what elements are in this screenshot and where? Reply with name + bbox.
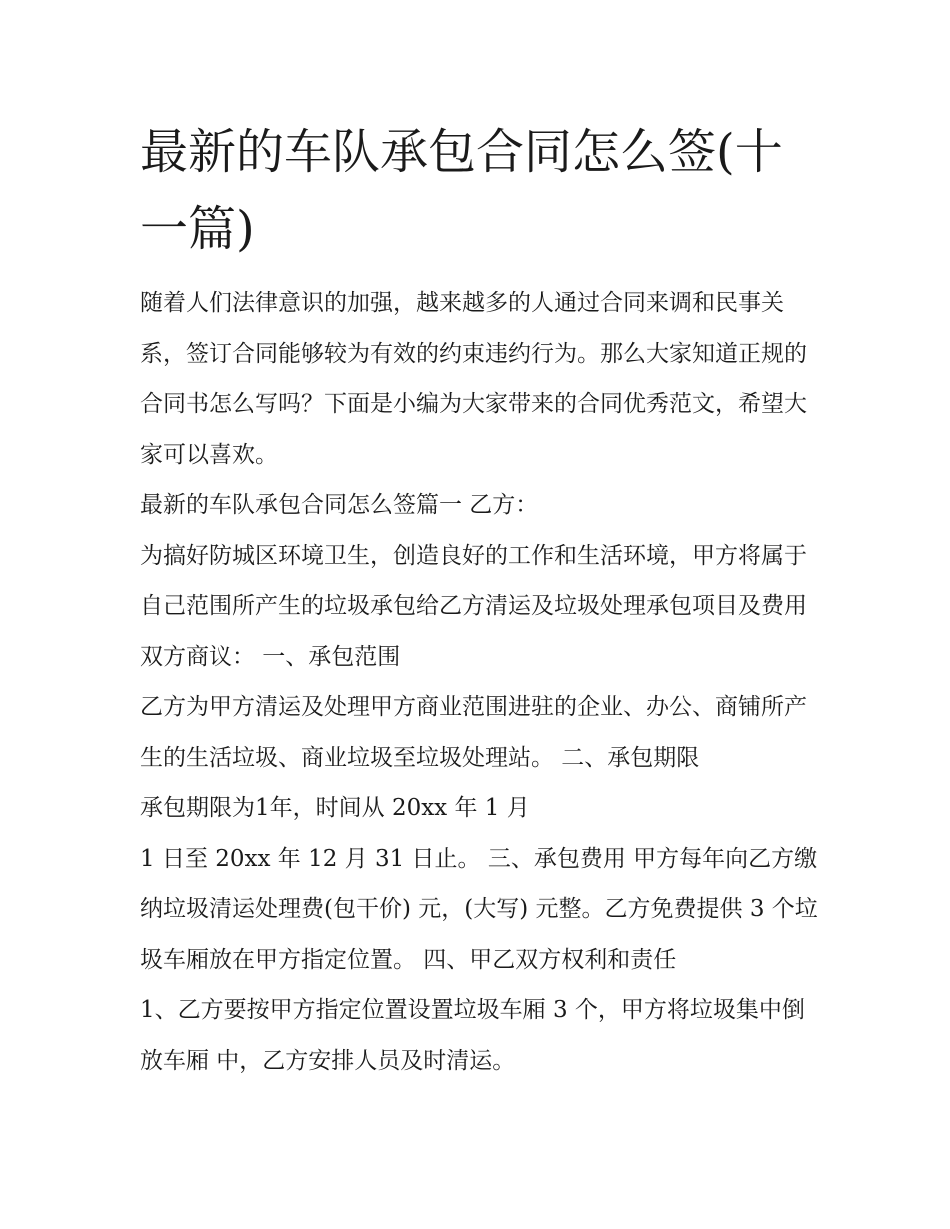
paragraph-fee: 1 日至 20xx 年 12 月 31 日止。 三、承包费用 甲方每年向乙方缴纳垃圾清运处理费(包干价) 元，(大写) 元整。乙方免费提供 3 个垃圾车厢放在甲方指定位置。 四、甲乙双方权利和责任	[140, 845, 818, 973]
paragraph-scope-detail: 乙方为甲方清运及处理甲方商业范围进驻的企业、办公、商铺所产生的生活垃圾、商业垃圾至垃圾处理站。 二、承包期限	[140, 694, 807, 771]
paragraph-section-heading: 最新的车队承包合同怎么签篇一 乙方：	[140, 492, 539, 518]
document-body	[140, 278, 820, 1086]
paragraph-scope: 为搞好防城区环境卫生，创造良好的工作和生活环境，甲方将属于自己范围所产生的垃圾承包给乙方清运及垃圾处理承包项目及费用双方商议： 一、承包范围	[140, 542, 807, 670]
paragraph-term: 承包期限为1年，时间从 20xx 年 1 月	[140, 795, 530, 821]
document-title: 最新的车队承包合同怎么签(十一篇)	[140, 124, 783, 257]
paragraph-responsibility: 1、乙方要按甲方指定位置设置垃圾车厢 3 个，甲方将垃圾集中倒放车厢 中，乙方安排人员及时清运。	[140, 997, 805, 1074]
paragraph-intro: 随着人们法律意识的加强，越来越多的人通过合同来调和民事关系，签订合同能够较为有效的约束违约行为。那么大家知道正规的合同书怎么写吗？下面是小编为大家带来的合同优秀范文，希望大家可以喜欢。	[140, 290, 807, 468]
